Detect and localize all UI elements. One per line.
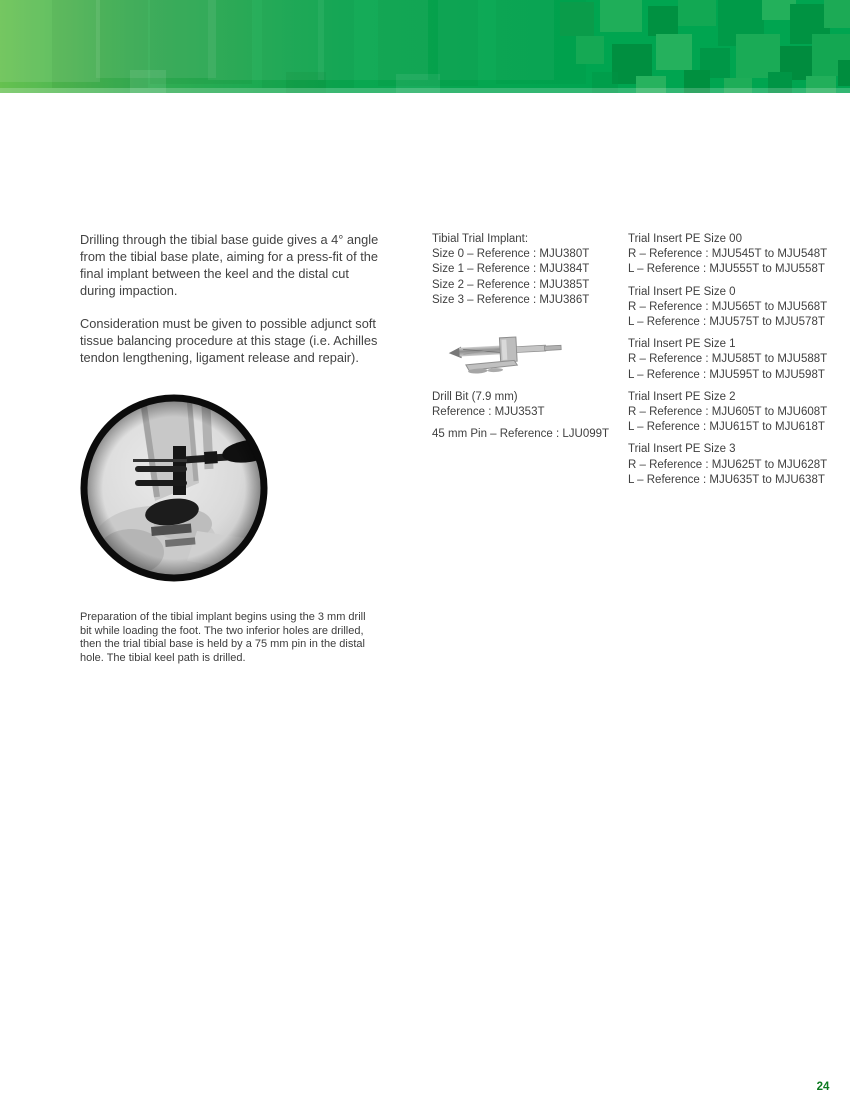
mosaic-pattern: [0, 0, 850, 93]
banner-bottom-edge: [0, 88, 850, 93]
implant-size-3: Size 3 – Reference : MJU386T: [432, 293, 590, 306]
pe-l-reference: L – Reference : MJU615T to MJU618T: [628, 421, 825, 434]
page-number: 24: [816, 1081, 830, 1093]
pe-r-reference: R – Reference : MJU565T to MJU568T: [628, 300, 828, 313]
mosaic-tile: [576, 36, 604, 64]
drill-bit-label: Drill Bit (7.9 mm): [432, 391, 518, 404]
mosaic-tile: [656, 34, 692, 70]
pe-size-title: Trial Insert PE Size 1: [628, 338, 736, 351]
mosaic-tile: [678, 0, 716, 26]
pe-l-reference: L – Reference : MJU575T to MJU578T: [628, 316, 825, 329]
implant-size-1: Size 1 – Reference : MJU384T: [432, 263, 590, 276]
pe-size-title: Trial Insert PE Size 3: [628, 443, 736, 456]
pe-size-0-group: [628, 285, 846, 331]
mosaic-tile: [838, 60, 850, 86]
pe-size-title: Trial Insert PE Size 0: [628, 285, 736, 298]
xray-fluoroscopy-image: [77, 391, 271, 585]
pe-l-reference: L – Reference : MJU635T to MJU638T: [628, 473, 825, 486]
pe-l-reference: L – Reference : MJU555T to MJU558T: [628, 263, 825, 276]
header-banner: [0, 0, 850, 93]
implant-list-title: Tibial Trial Implant:: [432, 233, 529, 245]
pe-size-00-group: [628, 232, 846, 278]
right-column: [628, 232, 846, 495]
pe-l-reference: L – Reference : MJU595T to MJU598T: [628, 368, 825, 381]
image-caption: Preparation of the tibial implant begins using the 3 mm drill bit while loading the foot. The two inferior holes are drilled, then the trial tibial base is held by a 75 mm pin in the distal hole. The tibial keel path is drilled.: [80, 611, 366, 664]
pe-size-2-group: [628, 390, 846, 436]
pe-size-1-group: [628, 337, 846, 383]
xray-ankle-illustration: [77, 391, 271, 585]
pe-size-3-group: [628, 442, 846, 488]
middle-column: [432, 232, 622, 443]
mosaic-tile: [560, 2, 594, 36]
mosaic-tile: [648, 6, 678, 36]
left-column: [80, 231, 380, 382]
pe-r-reference: R – Reference : MJU585T to MJU588T: [628, 353, 828, 366]
drill-bit-illustration: [442, 321, 572, 385]
pe-r-reference: R – Reference : MJU605T to MJU608T: [628, 406, 828, 419]
pe-r-reference: R – Reference : MJU625T to MJU628T: [628, 458, 828, 471]
implant-size-2: Size 2 – Reference : MJU385T: [432, 278, 590, 291]
implant-size-0: Size 0 – Reference : MJU380T: [432, 248, 590, 261]
drill-bit-reference: Reference : MJU353T: [432, 406, 545, 419]
pe-size-title: Trial Insert PE Size 2: [628, 390, 736, 403]
pe-size-title: Trial Insert PE Size 00: [628, 233, 742, 245]
implant-list: [432, 232, 622, 308]
body-paragraph-drilling: Drilling through the tibial base guide gives a 4° angle from the tibial base plate, aiming for a press-fit of the final implant between the keel and the distal cut during impaction.: [80, 232, 379, 298]
body-paragraph-consideration: Consideration must be given to possible adjunct soft tissue balancing procedure at this stage (i.e. Achilles tendon lengthening, ligament release and repair).: [80, 316, 378, 365]
pin-reference: 45 mm Pin – Reference : LJU099T: [432, 428, 610, 441]
mosaic-tile: [600, 0, 642, 32]
pe-r-reference: R – Reference : MJU545T to MJU548T: [628, 248, 828, 261]
mosaic-tile: [824, 0, 850, 28]
drill-bit-image: [442, 321, 572, 385]
